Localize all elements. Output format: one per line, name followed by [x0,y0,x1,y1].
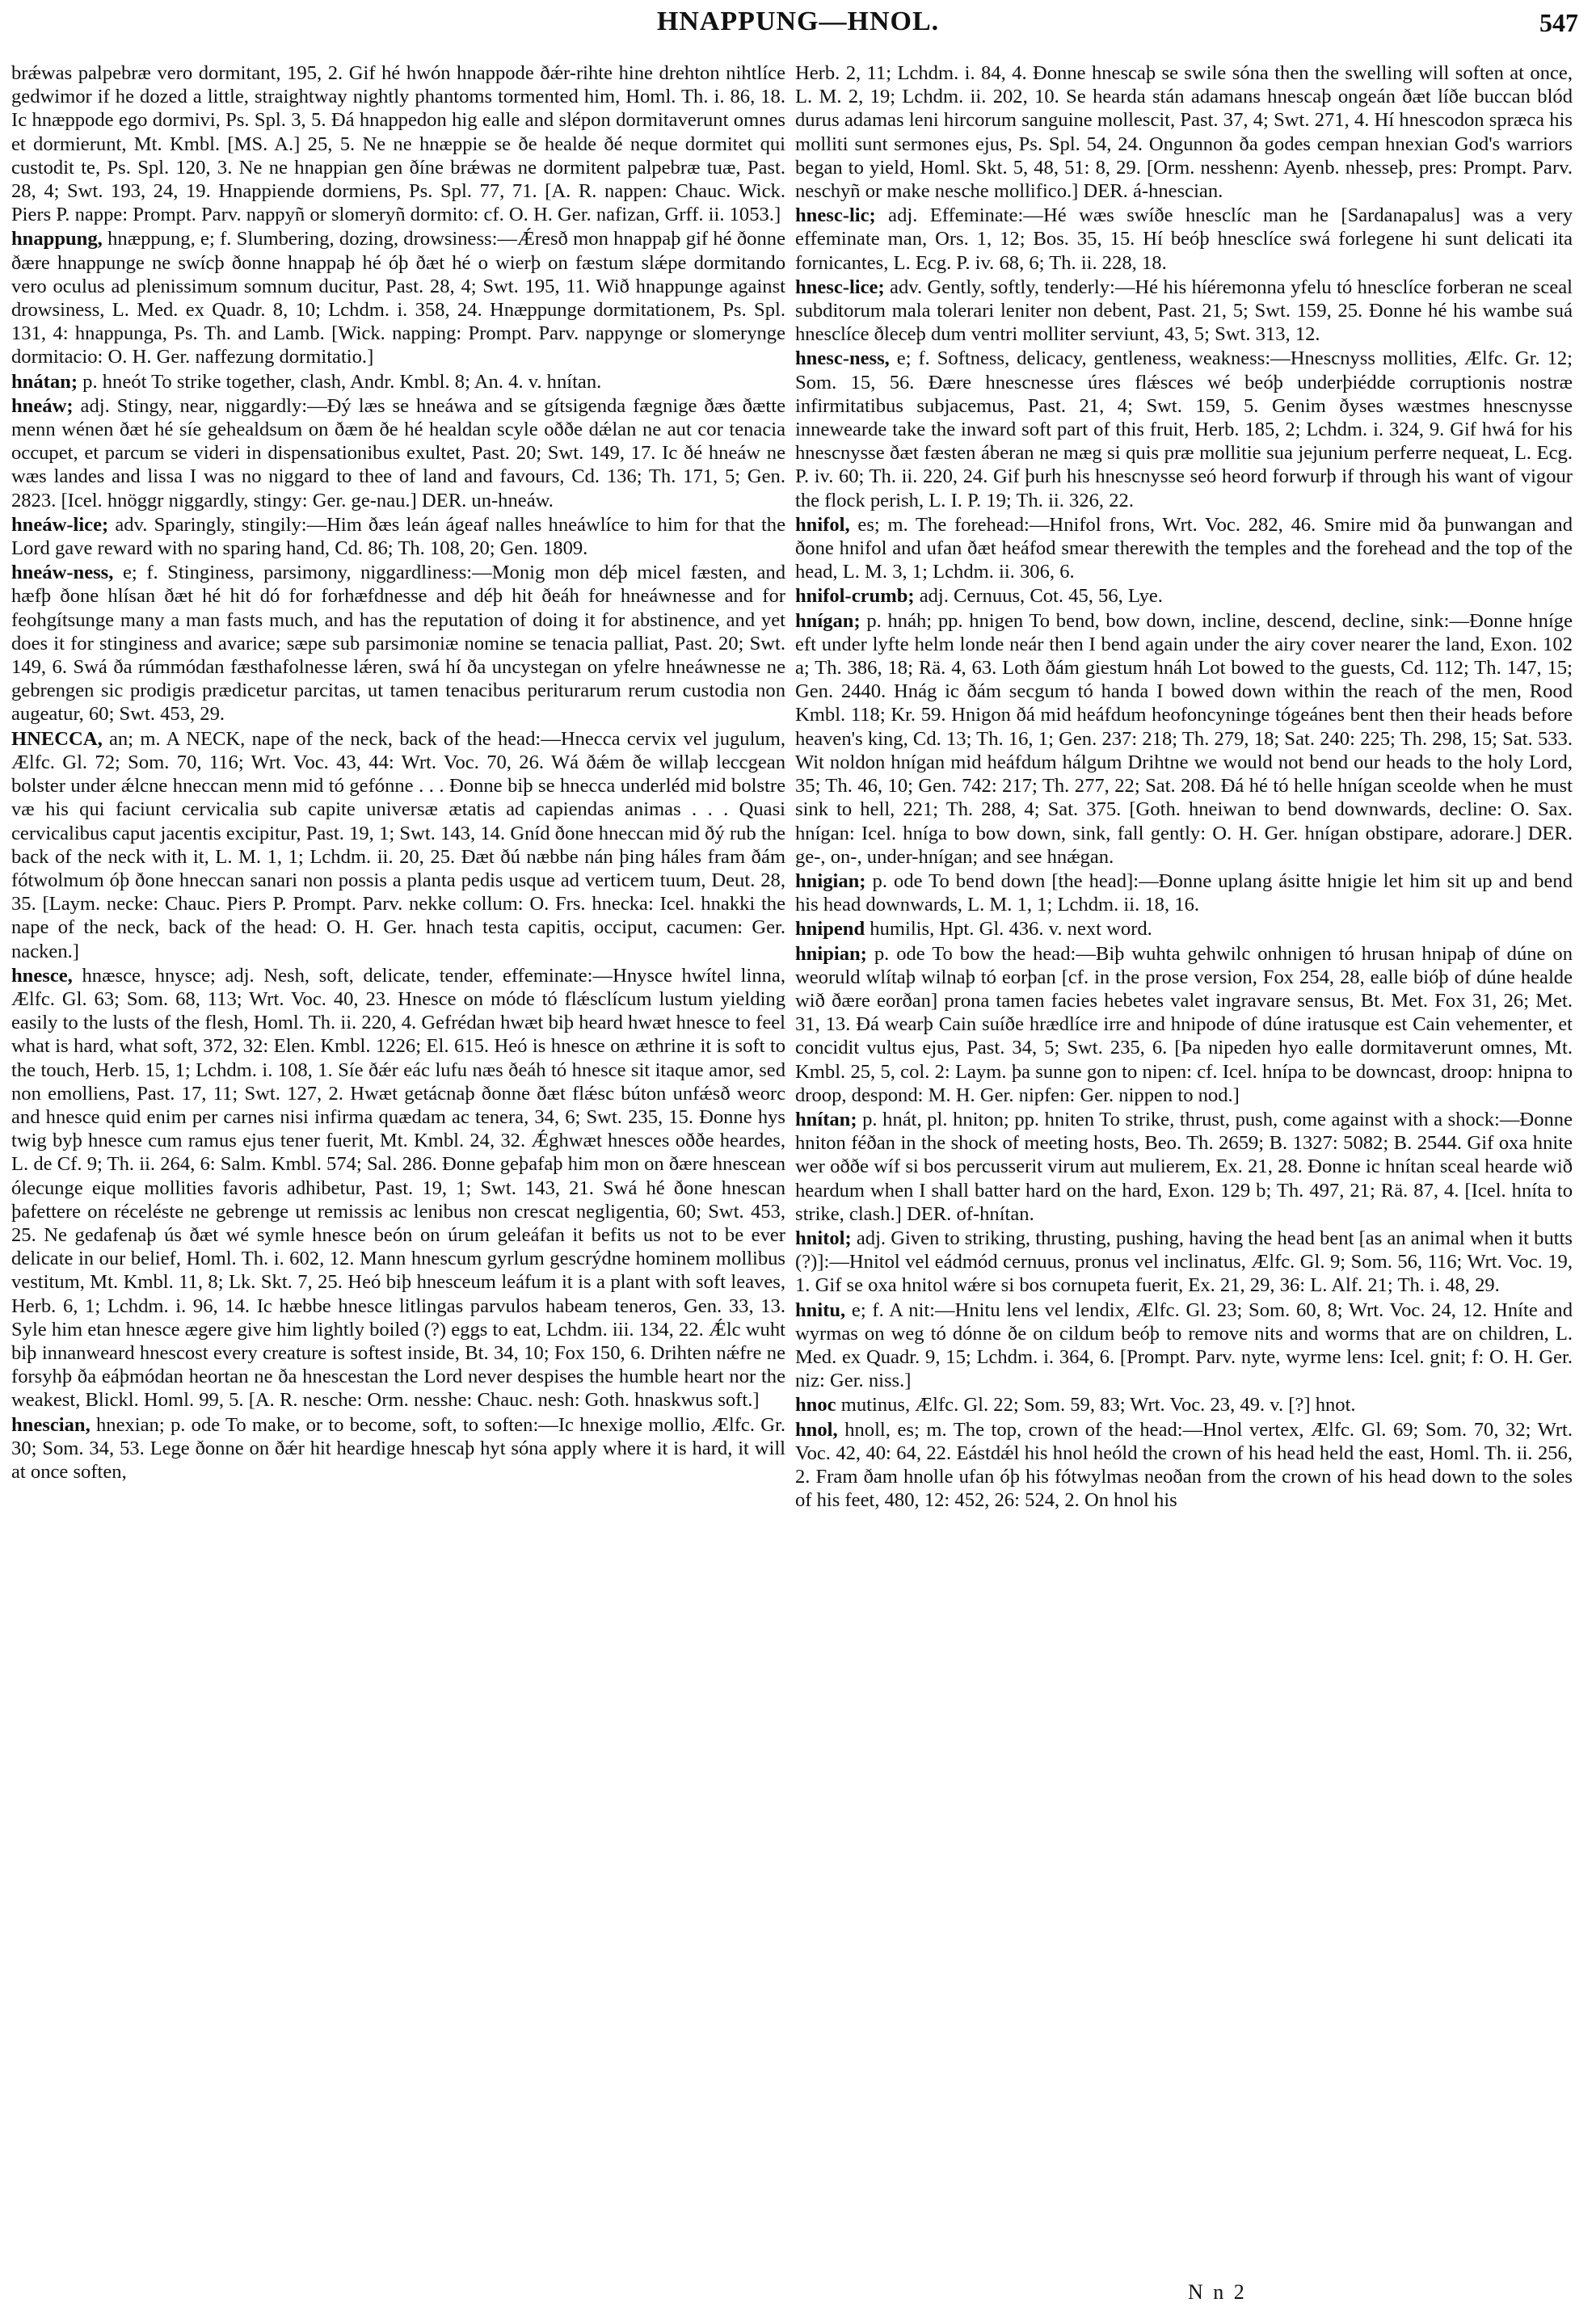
entry-definition: hnæsce, hnysce; adj. Nesh, soft, delicate, tender, effeminate:—Hnysce hwítel linna, Ælfc. Gl. 63; Som. 68, 113; Wrt. Voc. 40, 23. Hnesce on móde tó flǽsclícum lustum yielding easily to the lusts of the flesh, Homl. Th. ii. 220, 4. Gefrédan hwæt biþ heard hwæt hnesce to feel what is hard, what soft, 372, 32: Elen. Kmbl. 1226; El. 615. Heó is hnesce on æthrine it is soft to the touch, Herb. 15, 1; Lchdm. i. 108, 1. Síe ðǽr eác lufu næs ðeáh tó hnesce sit itaque amor, sed non emolliens, Past. 17, 11; Swt. 127, 2. Hwæt getácnaþ ðonne ðæt flǽsc búton unfǽsð weorc and hnesce quid enim per carnes nisi infirma quædam ac tenera, 34, 6; Swt. 235, 15. Ðonne hys twig byþ hnesce cum ramus ejus tener fuerit, Mt. Kmbl. 24, 32. Ǽghwæt hnesces oððe heardes, L. de Cf. 9; Th. ii. 264, 6: Salm. Kmbl. 574; Sal. 286. Ðonne geþafaþ him mon on ðære hnescean ólecunge eique mollities favoris adhibetur, Past. 19, 1; Swt. 143, 21. Swá hé ðone hnescan þafettere on réceléste ne gebrenge ut remissis ac lenibus non crescat negligentia, 60; Swt. 453, 25. Ne gedafenaþ ús ðæt wé symle hnesce beón on úrum geleáfan it befits us not to be ever delicate in our belief, Homl. Th. i. 602, 12. Mann hnescum gyrlum gescrýdne hominem mollibus vestitum, Mt. Kmbl. 11, 8; Lk. Skt. 7, 25. Heó biþ hnesceum leáfum it is a plant with soft leaves, Herb. 6, 1; Lchdm. i. 96, 14. Ic hæbbe hnesce litlingas parvulos habeam teneros, Gen. 33, 13. Syle him etan hnesce ægere give him lightly boiled (?) eggs to eat, Lchdm. iii. 134, 22. Ǽlc wuht biþ innanweard hnescost every creature is softest inside, Bt. 34, 10; Fox 150, 6. Drihten nǽfre ne forsyhþ ða eáþmódan heortan ne ða hnescestan the Lord never despises the humble heart nor the weakest, Blickl. Homl. 99, 5. [A. R. nesche: Orm. nesshe: Chauc. nesh: Goth. hnaskwus soft.] [11,964,785,1412]
headword: hneáw-lice; [11,513,109,536]
page-number: 547 [1539,8,1578,37]
entry-definition: es; m. The forehead:—Hnifol frons, Wrt. Voc. 282, 46. Smire mid ða þunwangan and ðone hnifol and ufan ðæt heáfod smear therewith the temples and the forehead and the top of the head, L. M. 3, 1; Lchdm. ii. 306, 6. [795,513,1573,583]
headword: hnescian, [11,1413,91,1436]
dictionary-entry [795,917,1573,941]
entry-definition: hnæppung, e; f. Slumbering, dozing, drowsiness:—Ǽresð mon hnappaþ gif hé ðonne ðære hnappunge ne swícþ ðonne hnappaþ hé óþ ðæt hé o wierþ on fæstum slǽpe dormitando vero oculus ad plenissimum somnum ducitur, Past. 28, 4; Swt. 195, 11. Wið hnappunge against drowsiness, L. Med. ex Quadr. 8, 10; Lchdm. i. 358, 24. Hnæppunge dormitationem, Ps. Spl. 131, 4: hnappunga, Ps. Th. and Lamb. [Wick. napping: Prompt. Parv. nappynge or slomerynge dormitacio: O. H. Ger. naffezung dormitatio.] [11,228,785,368]
dictionary-entry [795,1299,1573,1393]
headword: hneáw-ness, [11,562,114,584]
headword: hnitol; [795,1227,852,1249]
dictionary-entry [795,1227,1573,1298]
headword: hnifol, [795,513,850,536]
dictionary-entry [795,513,1573,584]
headword: hnigian; [795,869,866,892]
dictionary-entry [11,370,785,394]
dictionary-entry [795,1418,1573,1513]
dictionary-entry [11,964,785,1412]
dictionary-entry [795,347,1573,511]
dictionary-entry [11,561,785,726]
entry-definition: Herb. 2, 11; Lchdm. i. 84, 4. Ðonne hnescaþ se swile sóna then the swelling will soften at once, L. M. 2, 19; Lchdm. ii. 202, 10. Se hearda stán adamans hnescaþ ongeán ðæt líðe buccan blód durus adamas leni hircorum sanguine mollescit, Past. 37, 4; Swt. 271, 4. Hí hnescodon spræca his molliti sunt sermones ejus, Ps. Spl. 54, 24. Ongunnon ða godes cempan hnexian God's warriors began to yield, Homl. Skt. 5, 48, 51: 8, 29. [Orm. nesshenn: Ayenb. nhesseþ, pres: Prompt. Parv. neschyñ or make nesche mollifico.] DER. á-hnescian. [795,62,1573,203]
entry-definition: p. hneót To strike together, clash, Andr. Kmbl. 8; An. 4. v. hnítan. [78,370,602,393]
entry-definition: adv. Sparingly, stingily:—Him ðæs leán ágeaf nalles hneáwlíce to him for that the Lord gave reward with no sparing hand, Cd. 86; Th. 108, 20; Gen. 1809. [11,513,785,560]
headword: hnappung, [11,228,103,250]
entry-definition: hnoll, es; m. The top, crown of the head:—Hnol vertex, Ælfc. Gl. 69; Som. 70, 32; Wrt. Voc. 42, 40: 64, 22. Eástdǽl his hnol heóld the crown of his head held the east, Homl. Th. ii. 256, 2. Fram ðam hnolle ufan óþ his fótwylmas neoðan from the crown of his head down to the soles of his feet, 480, 12: 452, 26: 524, 2. On hnol his [795,1418,1573,1512]
entry-definition: hnexian; p. ode To make, or to become, soft, to soften:—Ic hnexige mollio, Ælfc. Gr. 30; Som. 34, 53. Lege ðonne on ðǽr hit heardige hnescaþ hyt sóna apply where it is hard, it will at once soften, [11,1413,785,1483]
headword: hnesc-lic; [795,204,876,227]
entry-definition: p. hnáh; pp. hnigen To bend, bow down, incline, descend, decline, sink:—Ðonne hníge eft under lyfte helm londe neár then I bend again under the airy cover nearer the land, Exon. 102 a; Th. 386, 18; Rä. 4, 63. Loth ðám giestum hnáh Lot bowed to the guests, Cd. 112; Th. 147, 15; Gen. 2440. Hnág ic ðám secgum tó handa I bowed down within the reach of the men, Rood Kmbl. 118; Kr. 59. Hnigon ðá mid heáfdum heofoncyninge tógeánes bent then their heads before heaven's king, Cd. 13; Th. 16, 1; Gen. 237: 218; Th. 279, 18; Sat. 240: 225; Th. 298, 15; Sat. 533. Wit noldon hnígan mid heáfdum hálgum Drihtne we would not bend our heads to the holy Lord, 35; Th. 46, 10; Gen. 742: 217; Th. 277, 22; Sat. 208. Ðá hé tó helle hnígan sceolde when he must sink to hell, 221; Th. 288, 4; Sat. 375. [Goth. hneiwan to bend downwards, decline: O. Sax. hnígan: Icel. hníga to bow down, sink, fall gently: O. H. Ger. hnígan obstipare, adorare.] DER. ge-, on-, under-hnígan; and see hnǽgan. [795,609,1573,868]
dictionary-entry [795,204,1573,275]
headword: hneáw; [11,394,74,417]
entry-definition: brǽwas palpebræ vero dormitant, 195, 2. Gif hé hwón hnappode ðǽr-rihte hine drehton nihtlíce gedwimor if he dozed a little, straightway nightly phantoms tormented him, Homl. Th. i. 86, 18. Ic hnæppode ego dormivi, Ps. Spl. 3, 5. Ðá hnappedon hig ealle and slépon dormitaverunt omnes et dormierunt, Mt. Kmbl. [MS. A.] 25, 5. Ne ne hnæppie se ðe healde ðé neque dormitet qui custodit te, Ps. Spl. 120, 3. Ne ne hnappian gen ðíne brǽwas ne dormitent palpebræ tuæ, Past. 28, 4; Swt. 193, 24, 19. Hnappiende dormiens, Ps. Spl. 77, 71. [A. R. nappen: Chauc. Wick. Piers P. nappe: Prompt. Parv. nappyñ or slomeryñ dormito: cf. O. H. Ger. nafizan, Grff. ii. 1053.] [11,62,785,226]
entry-definition: e; f. Stinginess, parsimony, niggardliness:—Monig mon déþ micel fæsten, and hæfþ ðone hlísan ðæt hé hit dó for forhæfdnesse and déþ hit ðeáh for hneáwnesse and for feohgítsunge many a man fasts much, and has the reputation of doing it for abstinence, and yet does it for stinginess and avarice; sæpe sub parsimoniæ nomine se tenacia palliat, Past. 20; Swt. 149, 6. Swá ða rúmmódan fæsthafolnesse lǽren, swá hí ða uncystegan on yfelre hneáwnesse ne gebrengen sic prodigis prædicetur parcitas, ut tamen tenacibus periturarum rerum custodia non augeatur, 60; Swt. 453, 29. [11,562,785,726]
headword: hnifol-crumb; [795,585,915,608]
dictionary-entry [11,227,785,368]
dictionary-entry [11,727,785,963]
headword: hnipend [795,918,865,941]
headword: hnesce, [11,964,73,987]
dictionary-entry [795,584,1573,608]
entry-definition: p. ode To bow the head:—Biþ wuhta gehwilc onhnigen tó hrusan hnipaþ of dúne on weoruld wlítaþ wilnaþ tó eorþan [cf. in the prose version, Fox 254, 28, ealle bióþ of dúne healde wið ðære eorðan] prona tamen facies hebetes valet ingravare sensus, Bt. Met. Fox 31, 26; Met. 31, 13. Ðá wearþ Cain suíðe hrædlíce irre and hnipode of dúne iratusque est Cain vehementer, et concidit vultus ejus, Past. 34, 5; Swt. 235, 6. [Þa nipeden hyo ealle dormitaverunt omnes, Mt. Kmbl. 25, 5, col. 2: Laym. þa sunne gon to nipen: cf. Icel. hnípa to be downcast, droop: hnipna to droop, despond: M. H. Ger. nipfen: Ger. nippen to nod.] [795,942,1573,1106]
dictionary-entry [11,1413,785,1484]
entry-definition: adv. Gently, softly, tenderly:—Hé his híéremonna yfelu tó hnesclíce forberan ne sceal subditorum mala tolerari leniter non debent, Past. 21, 5; Swt. 159, 25. Ðonne hé his wambe suá hnesclíce ðleceþ dum ventri molliter serviunt, 43, 5; Swt. 313, 12. [795,276,1573,346]
headword: hnesc-lice; [795,276,885,298]
headword: HNECCA, [11,727,103,750]
entry-definition: p. hnát, pl. hniton; pp. hniten To strike, thrust, push, come against with a shock:—Ðonne hniton féðan in the shock of meeting hosts, Beo. Th. 2659; B. 1327: 5082; B. 2544. Gif oxa hnite wer oððe wíf si bos percusserit virum aut mulierem, Ex. 21, 28. Ðonne ic hnítan sceal hearde wið heardum when I shall batter hard on the hard, Exon. 129 b; Th. 497, 21; Rä. 87, 4. [Icel. hníta to strike, clash.] DER. of-hnítan. [795,1108,1573,1225]
headword: hnítan; [795,1108,857,1130]
dictionary-entry [795,869,1573,916]
dictionary-entry [11,513,785,560]
dictionary-entry [795,942,1573,1107]
dictionary-entry [795,1108,1573,1226]
entry-definition: adj. Cernuus, Cot. 45, 56, Lye. [914,585,1163,608]
left-column [11,61,785,1484]
running-title: HNAPPUNG—HNOL. [656,6,940,36]
signature-mark: N n 2 [1188,2280,1247,2304]
headword: hnoc [795,1394,836,1416]
dictionary-entry [11,61,785,226]
dictionary-entry [11,394,785,512]
headword: hnipian; [795,942,867,965]
headword: hnígan; [795,609,861,632]
right-column [795,61,1573,1513]
headword: hnesc-ness, [795,347,890,370]
entry-definition: e; f. Softness, delicacy, gentleness, weakness:—Hnescnyss mollities, Ælfc. Gr. 12; Som. 15, 56. Ðære hnescnesse úres flǽsces wé beóþ underþiédde corruptionis nostræ infirmitatibus subjacemus, Past. 21, 4; Swt. 159, 5. Genim ðyses wæstmes hnescnysse inneweardе take the inward soft part of this fruit, Herb. 185, 2; Lchdm. i. 324, 9. Gif hwá for his hnescnysse ðæt fæsten áberan ne mæg si quis præ mollitie sua jejunium perferre nequeat, L. Ecg. P. iv. 60; Th. ii. 220, 24. Gif þurh his hnescnysse seó heord forwurþ if through his want of vigour the flock perish, L. I. P. 19; Th. ii. 326, 22. [795,347,1573,511]
headword: hnátan; [11,370,78,393]
page-header [0,6,1596,45]
entry-definition: e; f. A nit:—Hnitu lens vel lendix, Ælfc. Gl. 23; Som. 60, 8; Wrt. Voc. 24, 12. Hníte and wyrmas on weg tó dónne ðe on cildum beóþ to remove nits and worms that are on children, L. Med. ex Quadr. 9, 15; Lchdm. i. 364, 6. [Prompt. Parv. nyte, wyrme lens: Icel. gnit; f: O. H. Ger. niz: Ger. niss.] [795,1299,1573,1392]
dictionary-entry [795,276,1573,347]
entry-definition: humilis, Hpt. Gl. 436. v. next word. [865,918,1152,941]
headword: hnitu, [795,1299,846,1321]
entry-definition: adj. Given to striking, thrusting, pushing, having the head bent [as an animal when it butts (?)]:—Hnitol vel eádmód cernuus, pronus vel inclinatus, Ælfc. Gl. 9; Som. 56, 116; Wrt. Voc. 19, 1. Gif se oxa hnitol wǽre si bos cornupeta fuerit, Ex. 21, 29, 36: L. Alf. 21; Th. i. 48, 29. [795,1227,1573,1297]
entry-definition: mutinus, Ælfc. Gl. 22; Som. 59, 83; Wrt. Voc. 23, 49. v. [?] hnot. [836,1394,1356,1416]
entry-definition: adj. Stingy, near, niggardly:—Ðý læs se hneáwa and se gítsigenda fægnige ðæs ðætte menn wénen ðæt hé síe gehealdsum on ðæm ðe hé healdan scyle oððe dǽlan ne aut cor tenacia occupet, et parcum se videri in dispensationibus exultet, Past. 20; Swt. 149, 17. Ic ðé hneáw ne wæs landes and lissa I was no niggard to thee of land and favours, Cd. 136; Th. 171, 5; Gen. 2823. [Icel. hnöggr niggardly, stingy: Ger. ge-nau.] DER. un-hneáw. [11,394,785,511]
entry-definition: adj. Effeminate:—Hé wæs swíðe hnesclíc man he [Sardanapalus] was a very effeminate man, Ors. 1, 12; Bos. 35, 15. Hí beóþ hnesclíce swá forlegene hi sunt delicati ita fornicantes, L. Ecg. P. iv. 68, 6; Th. ii. 228, 18. [795,204,1573,274]
dictionary-entry [795,609,1573,869]
entry-definition: p. ode To bend down [the head]:—Ðonne uplang ásitte hnigie let him sit up and bend his head downwards, L. M. 1, 1; Lchdm. ii. 18, 16. [795,869,1573,916]
entry-definition: an; m. A NECK, nape of the neck, back of the head:—Hnecca cervix vel jugulum, Ælfc. Gl. 72; Som. 70, 116; Wrt. Voc. 43, 44: Wrt. Voc. 70, 26. Wá ðǽm ðe willaþ leccgean bolster under ǽlcne hneccan menn mid tó gefónne . . . Ðonne biþ se hnecca underléd mid bolstre væ his qui faciunt cervicalia sub capite universæ ætatis ad capiendas animas . . . Quasi cervicalibus caput jacentis excipitur, Past. 19, 1; Swt. 143, 14. Gníd ðone hneccan mid ðý rub the back of the neck with it, L. M. 1, 1; Lchdm. ii. 20, 25. Ðæt ðú næbbe nán þing háles fram ðám fótwolmum óþ ðone hneccan sanari non possis a planta pedis usque ad verticem tuum, Deut. 28, 35. [Laym. necke: Chauc. Piers P. Prompt. Parv. nekke collum: O. Frs. hnecka: Icel. hnakki the nape of the neck, back of the head: O. H. Ger. hnach testa capitis, occiput, cacumen: Ger. nacken.] [11,727,785,962]
dictionary-entry [795,61,1573,203]
dictionary-entry [795,1393,1573,1416]
headword: hnol, [795,1418,838,1441]
